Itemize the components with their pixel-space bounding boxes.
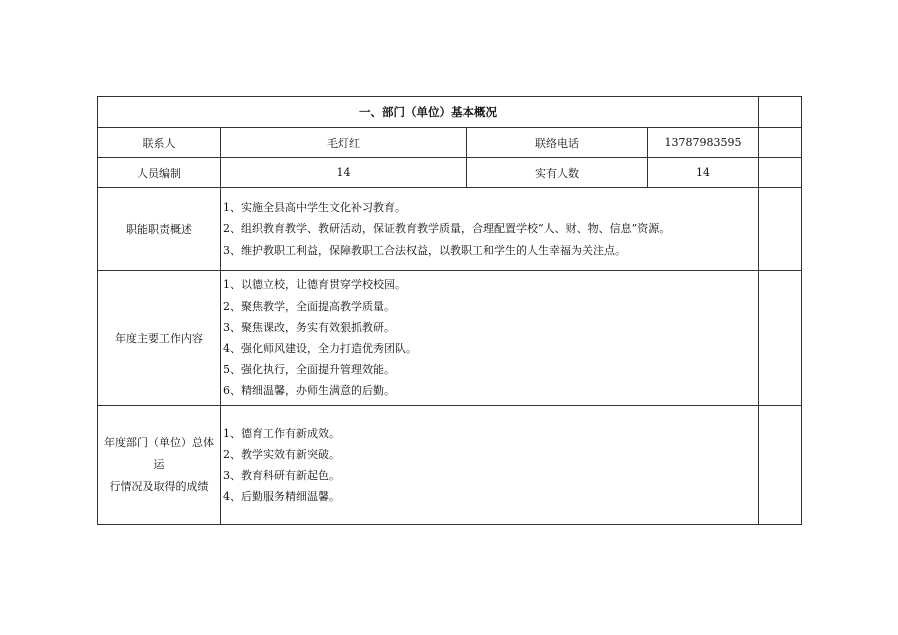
blank-cell	[759, 158, 802, 188]
annual-work-line: 5、强化执行，全面提升管理效能。	[223, 363, 395, 377]
section-title-row	[98, 97, 802, 128]
staff-label: 人员编制	[98, 158, 221, 188]
annual-work-row	[98, 271, 802, 406]
staff-row	[98, 158, 802, 188]
annual-work-line: 2、聚焦教学，全面提高教学质量。	[223, 299, 395, 313]
contact-value: 毛灯红	[221, 128, 467, 158]
functions-line: 1、实施全县高中学生文化补习教育。	[223, 201, 406, 215]
functions-row	[98, 188, 802, 271]
contact-row	[98, 128, 802, 158]
overall-line: 1、德育工作有新成效。	[223, 426, 340, 440]
overall-label	[98, 406, 221, 525]
functions-content	[221, 188, 759, 271]
phone-label: 联络电话	[467, 128, 648, 158]
annual-work-line: 4、强化师风建设，全力打造优秀团队。	[223, 342, 417, 355]
annual-work-line: 3、聚焦课改，务实有效狠抓教研。	[223, 320, 395, 334]
annual-work-line: 1、以德立校，让德育贯穿学校校园。	[223, 278, 406, 292]
functions-line: 2、组织教育教学、教研活动，保证教育教学质量，合理配置学校“人、财、物、信息”资源。	[223, 222, 671, 236]
blank-cell	[759, 406, 802, 525]
overall-line: 3、教育科研有新起色。	[223, 469, 340, 482]
phone-value: 13787983595	[648, 128, 759, 158]
overall-content	[221, 406, 759, 525]
overall-label-line: 行情况及取得的成绩	[109, 480, 209, 493]
basic-info-table	[97, 96, 802, 525]
section-title: 一、部门（单位）基本概况	[98, 97, 759, 128]
overall-line: 4、后勤服务精细温馨。	[223, 490, 340, 504]
staff-value: 14	[221, 158, 467, 188]
overall-label-line: 年度部门（单位）总体运	[104, 436, 214, 471]
annual-work-label: 年度主要工作内容	[98, 271, 221, 406]
overall-line: 2、教学实效有新突破。	[223, 447, 340, 461]
blank-cell	[759, 188, 802, 271]
functions-label: 职能职责概述	[98, 188, 221, 271]
blank-cell	[759, 128, 802, 158]
contact-label: 联系人	[98, 128, 221, 158]
overall-row	[98, 406, 802, 525]
actual-staff-label: 实有人数	[467, 158, 648, 188]
functions-line: 3、维护教职工利益，保障教职工合法权益，以教职工和学生的人生幸福为关注点。	[223, 243, 626, 257]
blank-cell	[759, 97, 802, 128]
annual-work-line: 6、精细温馨，办师生满意的后勤。	[223, 384, 395, 398]
actual-staff-value: 14	[648, 158, 759, 188]
blank-cell	[759, 271, 802, 406]
annual-work-content	[221, 271, 759, 406]
